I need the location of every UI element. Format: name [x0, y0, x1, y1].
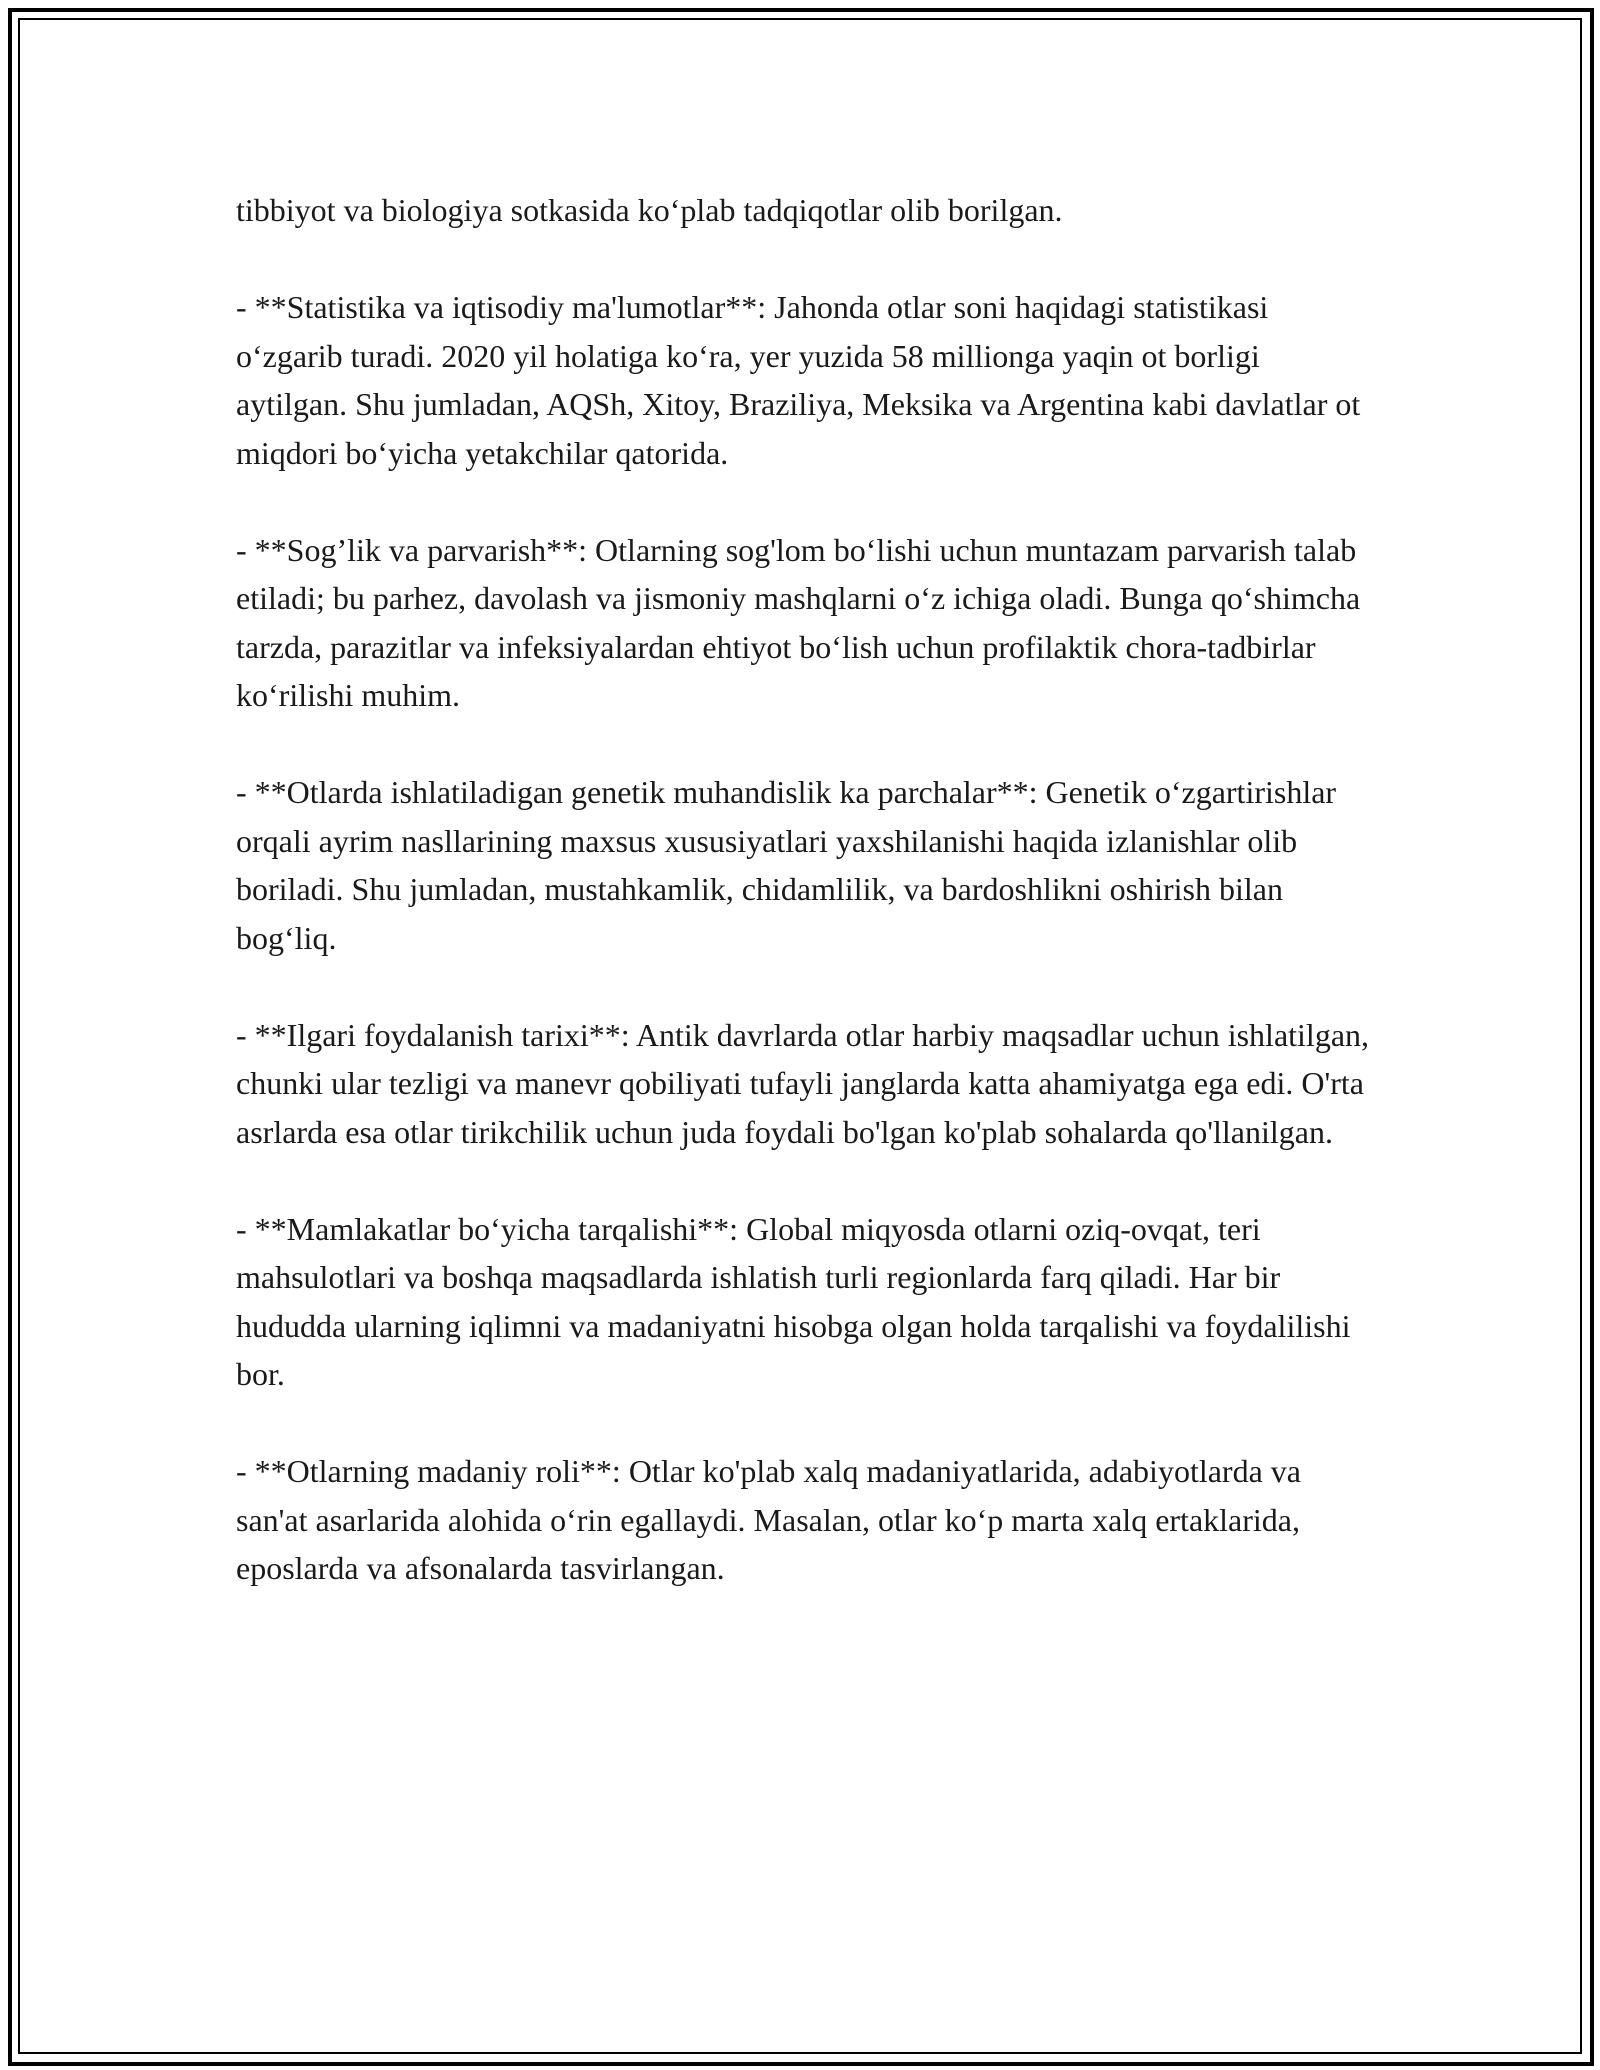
- paragraph-statistics: - **Statistika va iqtisodiy ma'lumotlar**: Jahonda otlar soni haqidagi statistikasi o‘zgarib turadi. 2020 yil holatiga ko‘ra, yer yuzida 58 millionga yaqin ot borligi aytilgan. Shu jumladan, AQSh, Xitoy, Braziliya, Meksika va Argentina kabi davlatlar ot miqdori bo‘yicha yetakchilar qatorida.: [236, 289, 1361, 471]
- paragraph-intro: tibbiyot va biologiya sotkasida ko‘plab tadqiqotlar olib borilgan.: [236, 192, 1063, 228]
- document-body: [236, 186, 1376, 1593]
- paragraph-cultural-role: - **Otlarning madaniy roli**: Otlar ko'plab xalq madaniyatlarida, adabiyotlarda va san'at asarlarida alohida o‘rin egallaydi. Masalan, otlar ko‘p marta xalq ertaklarida, eposlarda va afsonalarda tasvirlangan.: [236, 1453, 1301, 1586]
- paragraph-genetic-engineering: - **Otlarda ishlatiladigan genetik muhandislik ka parchalar**: Genetik o‘zgartirishlar orqali ayrim nasllarining maxsus xususiyatlari yaxshilanishi haqida izlanishlar olib boriladi. Shu jumladan, mustahkamlik, chidamlilik, va bardoshlikni oshirish bilan bog‘liq.: [236, 774, 1337, 956]
- paragraph-history-of-use: - **Ilgari foydalanish tarixi**: Antik davrlarda otlar harbiy maqsadlar uchun ishlatilgan, chunki ular tezligi va manevr qobiliyati tufayli janglarda katta ahamiyatga ega edi. O'rta asrlarda esa otlar tirikchilik uchun juda foydali bo'lgan ko'plab sohalarda qo'llanilgan.: [236, 1016, 1370, 1150]
- paragraph-distribution-by-country: - **Mamlakatlar bo‘yicha tarqalishi**: Global miqyosda otlarni oziq-ovqat, teri mahsulotlari va boshqa maqsadlarda ishlatish turli regionlarda farq qiladi. Har bir hududda ularning iqlimni va madaniyatni hisobga olgan holda tarqalishi va foydalilishi bor.: [236, 1210, 1351, 1392]
- paragraph-health-care: - **Sog’lik va parvarish**: Otlarning sog'lom bo‘lishi uchun muntazam parvarish talab etiladi; bu parhez, davolash va jismoniy mashqlarni o‘z ichiga oladi. Bunga qo‘shimcha tarzda, parazitlar va infeksiyalardan ehtiyot bo‘lish uchun profilaktik chora-tadbirlar ko‘rilishi muhim.: [236, 531, 1361, 713]
